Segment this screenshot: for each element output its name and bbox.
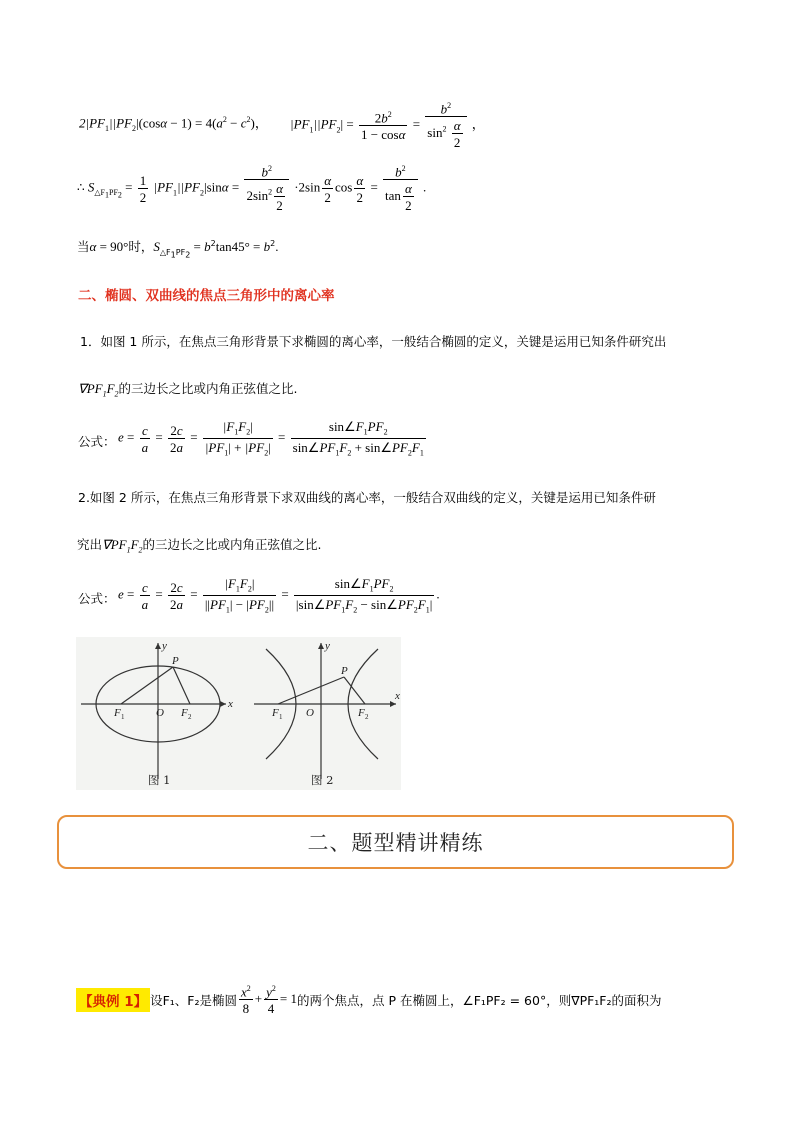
- formula2: e = $\frac{c}{a}$ = $\frac{2c}{2a}$ = $\frac{|F_1F_2|}{||PF_1| - |PF_2||}$ = $\frac{\sin\angle F_1PF_2}{|\sin\angle PF_1F_2 - \sin\angle PF_2F_1|}$ .: [118, 576, 440, 615]
- para2-line1: 2.如图 2 所示，在焦点三角形背景下求双曲线的离心率，一般结合双曲线的定义，关键是运用已知条件研: [78, 490, 656, 505]
- fig2-label-f1: F: [272, 707, 279, 719]
- fig2-caption: 图 2: [311, 773, 334, 787]
- fig2-label-f1-sub: 1: [279, 713, 283, 721]
- para2-line2: 究出$\nabla PF_1F_2$的三边长之比或内角正弦值之比.: [77, 537, 322, 555]
- fig1-pf2: [173, 667, 190, 704]
- example-text-pre: 设F₁、F₂是椭圆: [150, 993, 237, 1009]
- fig1-label-f1-sub: 1: [121, 713, 125, 721]
- formula-line-1: $2|PF_1||PF_2|(\cos\alpha - 1) = 4(a^2 - c^2)$，: [79, 115, 268, 133]
- fig2-label-f2-sub: 2: [365, 713, 369, 721]
- section-heading: 二、椭圆、双曲线的焦点三角形中的离心率: [78, 288, 335, 304]
- fig2-label-p: P: [341, 665, 348, 677]
- fig1-caption: 图 1: [148, 773, 171, 787]
- formula-line-1b: $|PF_1||PF_2|$ = $\frac{2b^2}{1 - \cos\alpha}$ = $b^2$ $\sin^2$ $\frac{\alpha}{2}$ ，: [290, 101, 485, 151]
- fig1-label-f1: F: [114, 707, 121, 719]
- fig2-pf2: [344, 677, 365, 704]
- fig2-label-f2: F: [358, 707, 365, 719]
- fig1-label-x: x: [228, 698, 233, 710]
- formula-line-3: 当α = 90°时，$S_{\triangle F_1PF_2} = b^2\tan 45^\circ = b^2$.: [77, 238, 279, 260]
- fig2-pf1: [278, 677, 344, 704]
- example-1: [76, 985, 662, 1015]
- formula1: e = $\frac{c}{a}$ = $\frac{2c}{2a}$ = $\frac{|F_1F_2|}{|PF_1| + |PF_2|}$ = $\frac{\sin\angle F_1PF_2}{\sin\angle PF_1F_2 + \sin\angle PF_2F_1}$: [118, 419, 424, 458]
- figure-diagrams: [76, 637, 401, 790]
- fig2-label-x: x: [395, 690, 400, 702]
- fig1-pf1: [121, 667, 173, 704]
- formula2-label: 公式：: [78, 591, 116, 606]
- fig1-label-y: y: [162, 640, 167, 652]
- para1-line2: $\nabla PF_1F_2$的三边长之比或内角正弦值之比.: [78, 381, 298, 399]
- section-banner-title: 二、题型精讲精练: [307, 831, 484, 855]
- example-text-post: 的两个焦点，点 P 在椭圆上，∠F₁PF₂ = 60°，则∇PF₁F₂的面积为: [297, 993, 662, 1009]
- example-tag: 【典例 1】: [76, 988, 150, 1012]
- fig1-label-o: O: [156, 707, 164, 719]
- formula1-label: 公式：: [78, 434, 116, 449]
- fig2-label-o: O: [306, 707, 314, 719]
- fig1-label-f2: F: [181, 707, 188, 719]
- example-ellipse-equation: $\frac{x^2}{8}$ + $\frac{y^2}{4}$ = 1: [241, 984, 297, 1017]
- para1-line1: 1．如图 1 所示，在焦点三角形背景下求椭圆的离心率，一般结合椭圆的定义，关键是运用已知条件研究出: [80, 334, 667, 349]
- section-banner: [57, 815, 734, 869]
- fig1-label-p: P: [172, 655, 179, 667]
- fig1-label-f2-sub: 2: [188, 713, 192, 721]
- fig2-label-y: y: [325, 640, 330, 652]
- formula-line-2: ∴ $S_{\triangle F_1PF_2}$ = $\frac{1}{2}$ $|PF_1||PF_2|\sin\alpha$ = $b^2$ $2\sin^2$ $\frac{\alpha}{2}$ ·2sin $\frac{\alpha}{2}$ cos $\frac{\alpha}{2}$ = $b^2$ tan $\frac{\alpha}{2}$ .: [77, 164, 427, 214]
